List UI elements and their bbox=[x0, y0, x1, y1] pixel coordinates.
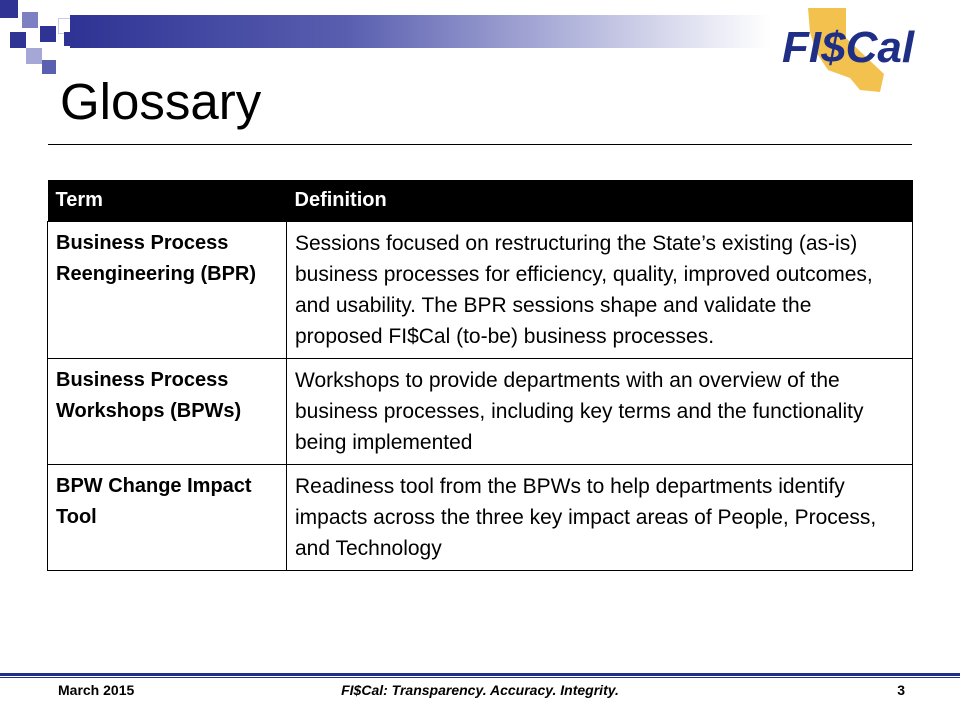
decor-square bbox=[22, 12, 38, 28]
column-header-definition: Definition bbox=[287, 180, 913, 222]
page-number: 3 bbox=[897, 682, 905, 698]
fiscal-logo bbox=[768, 4, 940, 96]
decor-square bbox=[0, 0, 18, 18]
decor-square bbox=[10, 32, 26, 48]
term-cell: Business Process Reengineering (BPR) bbox=[48, 222, 287, 359]
term-cell: Business Process Workshops (BPWs) bbox=[48, 359, 287, 465]
decor-square bbox=[42, 60, 56, 74]
column-header-term: Term bbox=[48, 180, 287, 222]
footer-rule bbox=[0, 673, 960, 676]
table-row bbox=[48, 222, 913, 359]
decor-square bbox=[40, 26, 56, 42]
footer-rule bbox=[0, 677, 960, 678]
footer-tagline: FI$Cal: Transparency. Accuracy. Integrity. bbox=[341, 682, 619, 698]
title-divider bbox=[48, 144, 912, 145]
page-title: Glossary bbox=[60, 73, 262, 130]
table-row bbox=[48, 359, 913, 465]
header-gradient-band bbox=[70, 15, 770, 48]
glossary-table bbox=[47, 180, 913, 571]
decor-square bbox=[26, 48, 42, 64]
table-header-row bbox=[48, 180, 913, 222]
footer-date: March 2015 bbox=[58, 682, 135, 698]
definition-cell: Sessions focused on restructuring the State’s existing (as-is) business processes for efficiency, quality, improved outcomes, and usability. The BPR sessions shape and validate the proposed FI$Cal (to-be) business processes. bbox=[287, 222, 913, 359]
definition-cell: Workshops to provide departments with an overview of the business processes, including key terms and the functionality being implemented bbox=[287, 359, 913, 465]
definition-cell: Readiness tool from the BPWs to help departments identify impacts across the three key impact areas of People, Process, and Technology bbox=[287, 465, 913, 571]
term-cell: BPW Change Impact Tool bbox=[48, 465, 287, 571]
logo-text: FI$Cal bbox=[782, 23, 915, 72]
table-row bbox=[48, 465, 913, 571]
